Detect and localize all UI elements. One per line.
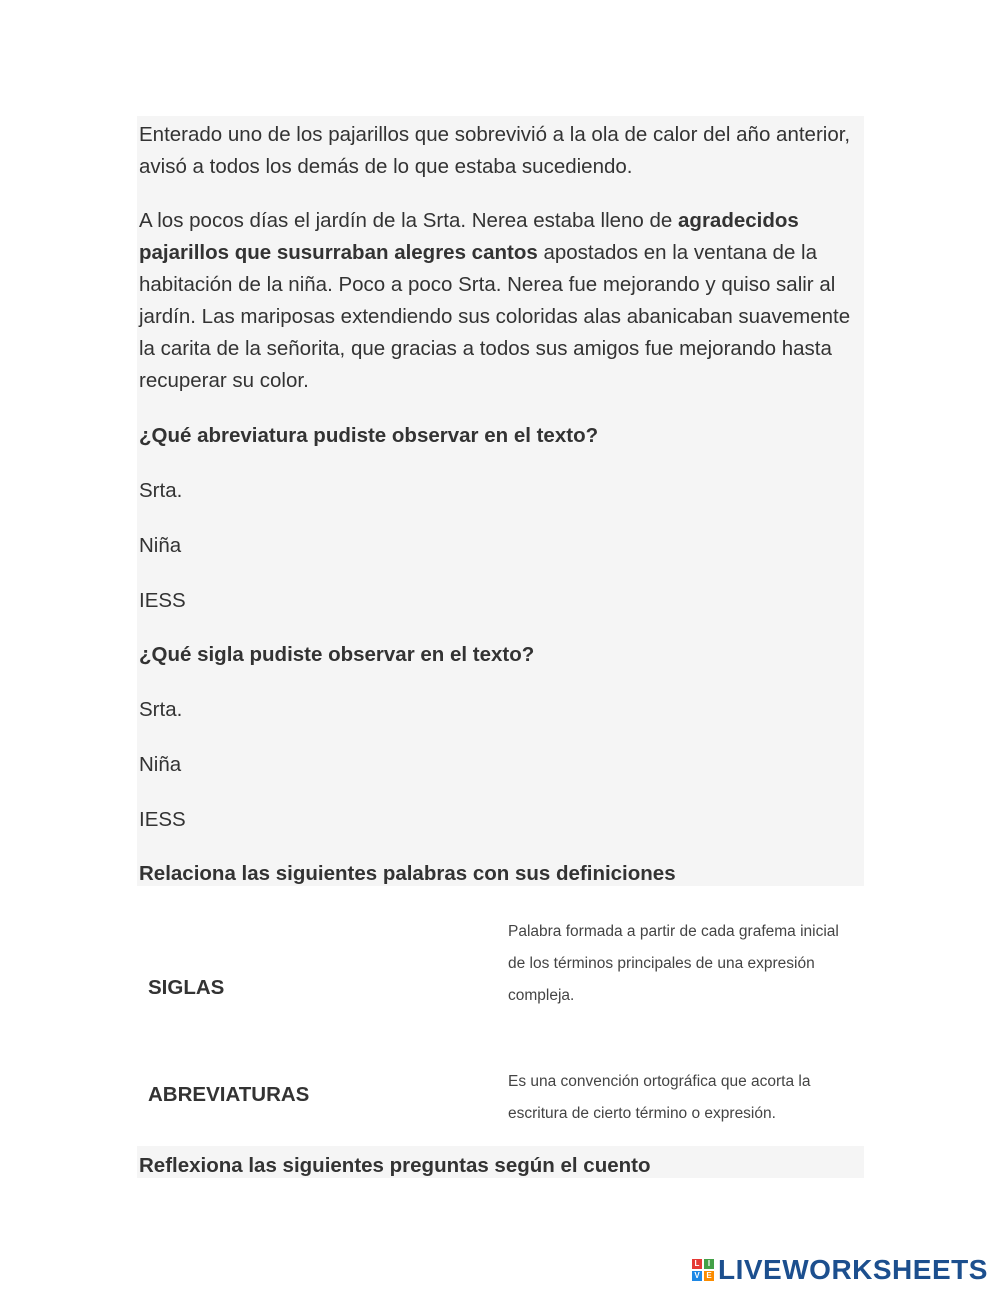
logo-mark-icon bbox=[692, 1259, 714, 1281]
logo-mark-i: I bbox=[704, 1259, 714, 1269]
story-paragraph-1: Enterado uno de los pajarillos que sobrevivió a la ola de calor del año anterior, avisó a todos los demás de lo que estaba sucediendo. bbox=[139, 123, 851, 178]
question1-option-iess[interactable]: IESS bbox=[139, 589, 186, 612]
story-paragraph-2-start: A los pocos días el jardín de la Srta. Nerea estaba lleno de bbox=[139, 209, 679, 232]
question-acronym-title: ¿Qué sigla pudiste observar en el texto? bbox=[139, 643, 535, 666]
story-paragraph-2 bbox=[139, 205, 859, 397]
term-abreviaturas[interactable]: ABREVIATURAS bbox=[148, 1083, 310, 1106]
matching-title: Relaciona las siguientes palabras con sus definiciones bbox=[139, 862, 676, 885]
question1-option-nina[interactable]: Niña bbox=[139, 534, 182, 557]
story-paragraph-2-bold: agradecidos pajarillos que susurraban alegres cantos bbox=[139, 209, 799, 264]
definition-siglas[interactable]: Palabra formada a partir de cada grafema inicial de los términos principales de una expresión compleja. bbox=[508, 923, 839, 1004]
liveworksheets-logo bbox=[692, 1255, 988, 1285]
logo-text: LIVEWORKSHEETS bbox=[718, 1254, 988, 1285]
logo-mark-l: L bbox=[692, 1259, 702, 1269]
question2-option-iess[interactable]: IESS bbox=[139, 808, 186, 831]
logo-mark-e: E bbox=[704, 1271, 714, 1281]
question2-option-nina[interactable]: Niña bbox=[139, 753, 182, 776]
term-siglas[interactable]: SIGLAS bbox=[148, 976, 225, 999]
definition-abreviaturas[interactable]: Es una convención ortográfica que acorta la escritura de cierto término o expresión. bbox=[508, 1073, 811, 1122]
logo-mark-v: V bbox=[692, 1271, 702, 1281]
question2-option-srta[interactable]: Srta. bbox=[139, 698, 183, 721]
question1-option-srta[interactable]: Srta. bbox=[139, 479, 183, 502]
reflection-title: Reflexiona las siguientes preguntas según el cuento bbox=[139, 1154, 651, 1177]
story-paragraph-2-end: apostados en la ventana de la habitación de la niña. Poco a poco Srta. Nerea fue mejorando y quiso salir al jardín. Las mariposas extendiendo sus coloridas alas abanicaban suavemente la carita de la señorita, que gracias a todos sus amigos fue mejorando hasta recuperar su color. bbox=[139, 241, 851, 392]
question-abbreviation-title: ¿Qué abreviatura pudiste observar en el texto? bbox=[139, 424, 599, 447]
